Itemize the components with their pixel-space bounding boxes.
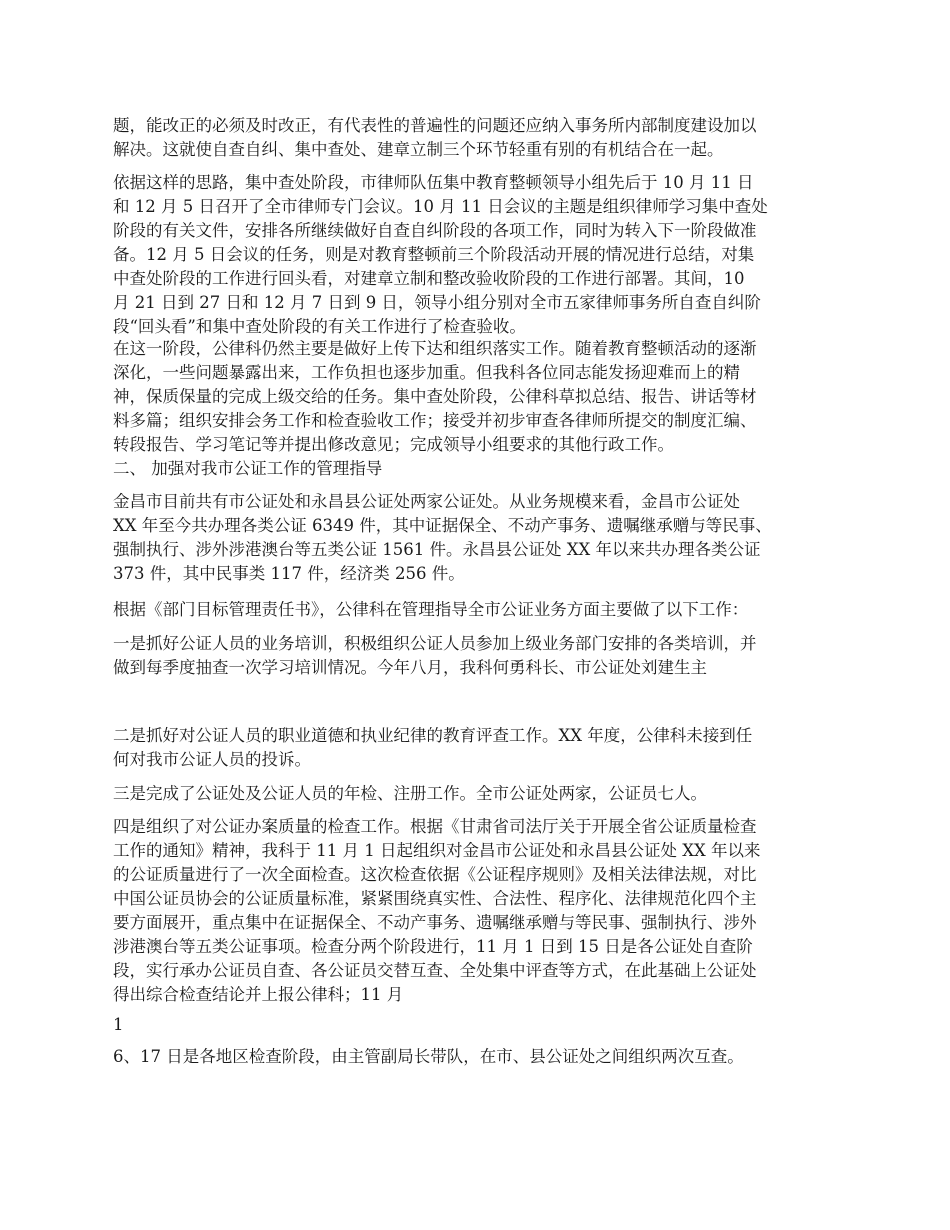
- paragraph-6: 一是抓好公证人员的业务培训，积极组织公证人员参加上级业务部门安排的各类培训，并 做到每季度抽查一次学习培训情况。今年八月，我科何勇科长、市公证处刘建生主: [113, 634, 757, 677]
- paragraph-7: 二是抓好对公证人员的职业道德和执业纪律的教育评查工作。XX 年度，公律科未接到任 何对我市公证人员的投诉。: [113, 726, 753, 769]
- paragraph-8: 三是完成了公证处及公证人员的年检、注册工作。全市公证处两家，公证员七人。: [113, 784, 707, 803]
- paragraph-4: 金昌市目前共有市公证处和永昌县公证处两家公证处。从业务规模来看，金昌市公证处 XX 年至今共办理各类公证 6349 件，其中证据保全、不动产事务、遗嘱继承赠与等民事、 强制执行、涉外涉港澳台等五类公证 1561 件。永昌县公证处 XX 年以来共办理各类公证 373 件，其中民事类 117 件，经济类 256 件。: [113, 492, 772, 583]
- paragraph-1: 题，能改正的必须及时改正，有代表性的普遍性的问题还应纳入事务所内部制度建设加以 解决。这就使自查自纠、集中查处、建章立制三个环节轻重有别的有机结合在一起。: [113, 116, 757, 159]
- paragraph-10: 6、17 日是各地区检查阶段，由主管副局长带队，在市、县公证处之间组织两次互查。: [113, 1047, 744, 1066]
- page-number: 1: [113, 1015, 124, 1034]
- paragraph-9: 四是组织了对公证办案质量的检查工作。根据《甘肃省司法厅关于开展全省公证质量检查 工作的通知》精神，我科于 11 月 1 日起组织对金昌市公证处和永昌县公证处 XX 年以来 的公证质量进行了一次全面检查。这次检查依据《公证程序规则》及相关法律法规，对比 中国公证员协会的公证质量标准，紧紧围绕真实性、合法性、程序化、法律规范化四个主 要方面展开，重点集中在证据保全、不动产事务、遗嘱继承赠与等民事、强制执行、涉外 涉港澳台等五类公证事项。检查分两个阶段进行，11 月 1 日到 15 日是各公证处自查阶 段，实行承办公证员自查、各公证员交替互查、全处集中评查等方式，在此基础上公证处 得出综合检查结论并上报公律科；11 月: [113, 817, 761, 1004]
- paragraph-3: 在这一阶段，公律科仍然主要是做好上传下达和组织落实工作。随着教育整顿活动的逐渐 深化，一些问题暴露出来，工作负担也逐步加重。但我科各位同志能发扬迎难而上的精 神，保质保量的完成上级交给的任务。集中查处阶段，公律科草拟总结、报告、讲话等材 料多篇；组织安排会务工作和检查验收工作；接受并初步审查各律师所提交的制度汇编、 转段报告、学习笔记等并提出修改意见；完成领导小组要求的其他行政工作。: [113, 339, 757, 454]
- section-heading: 二、 加强对我市公证工作的管理指导: [113, 459, 383, 478]
- paragraph-5: 根据《部门目标管理责任书》，公律科在管理指导全市公证业务方面主要做了以下工作：: [113, 600, 749, 619]
- paragraph-2: 依据这样的思路，集中查处阶段，市律师队伍集中教育整顿领导小组先后于 10 月 11 日 和 12 月 5 日召开了全市律师专门会议。10 月 11 日会议的主题是组织律师学习集中查处 阶段的有关文件，安排各所继续做好自查自纠阶段的各项工作，同时为转入下一阶段做准 备。12 月 5 日会议的任务，则是对教育整顿前三个阶段活动开展的情况进行总结，对集 中查处阶段的工作进行回头看，对建章立制和整改验收阶段的工作进行部署。其间，10 月 21 日到 27 日和 12 月 7 日到 9 日，领导小组分别对全市五家律师事务所自查自纠阶 段“回头看”和集中查处阶段的有关工作进行了检查验收。: [113, 173, 768, 336]
